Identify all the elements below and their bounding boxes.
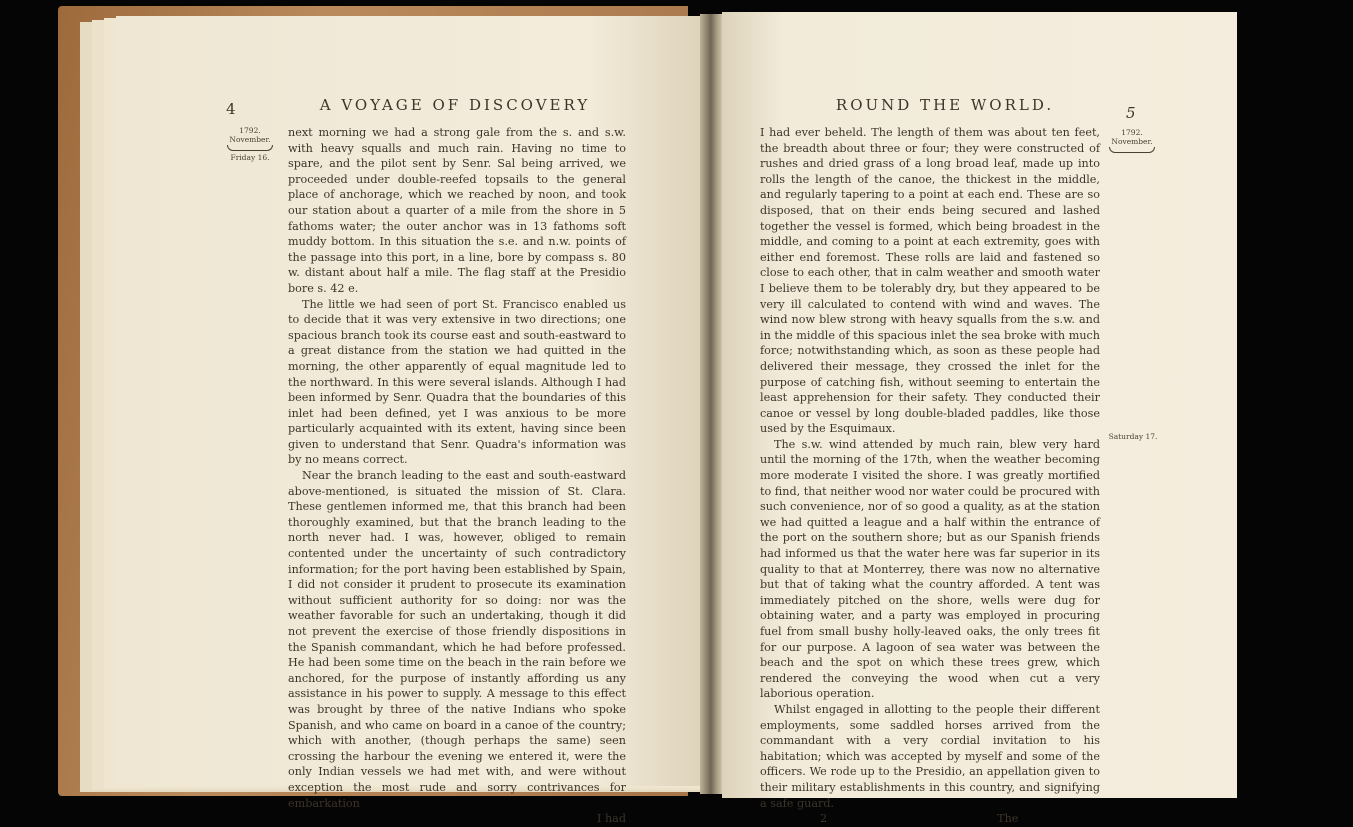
margin-brace bbox=[1109, 147, 1155, 153]
margin-year: 1792. bbox=[239, 126, 261, 135]
margin-month: November. bbox=[229, 135, 271, 144]
paragraph: The little we had seen of port St. Francisco enabled us to decide that it was very extensive in two directions; one spacious branch took its course east and south-eastward to a great distance from the station we had quitted in the morning, the other apparently of equal magnitude led to the northward. In this were several islands. Although I had been informed by Senr. Quadra that the boundaries of this inlet had been defined, yet I was anxious to be more particularly acquainted with its extent, having since been given to understand that Senr. Quadra's information was by no means correct. bbox=[288, 297, 626, 467]
signature-mark: 2 bbox=[820, 812, 828, 826]
margin-year: 1792. bbox=[1121, 128, 1143, 137]
margin-month: November. bbox=[1111, 137, 1153, 146]
right-body-text bbox=[760, 125, 1100, 827]
right-page-number: 5 bbox=[1126, 104, 1136, 122]
left-margin-date bbox=[222, 126, 278, 162]
left-body-text bbox=[288, 125, 626, 827]
left-running-head: A VOYAGE OF DISCOVERY bbox=[319, 96, 591, 114]
catchword: The bbox=[997, 812, 1019, 826]
catchword: I had bbox=[596, 812, 626, 826]
margin-brace bbox=[227, 145, 273, 151]
paragraph: I had ever beheld. The length of them was about ten feet, the breadth about three or four; they were constructed of rushes and dried grass of a long broad leaf, made up into rolls the length of the canoe, the thickest in the middle, and regularly tapering to a point at each end. These are so disposed, that on their ends being secured and lashed together the vessel is formed, which being broadest in the middle, and coming to a point at each extremity, goes with either end foremost. These rolls are laid and fastened so close to each other, that in calm weather and smooth water I believe them to be tolerably dry, but they appeared to be very ill calculated to contend with wind and waves. The wind now blew strong with heavy squalls from the s.w. and in the middle of this spacious inlet the sea broke with much force; notwithstanding which, as soon as these people had delivered their message, they crossed the inlet for the purpose of catching fish, without seeming to entertain the least apprehension for their safety. They conducted their canoe or vessel by long double-bladed paddles, like those used by the Esquimaux. bbox=[760, 126, 1100, 436]
right-margin-day: Saturday 17. bbox=[1108, 432, 1158, 441]
paragraph: Whilst engaged in allotting to the people their different employments, some saddled horses arrived from the commandant with a very cordial invitation to his habitation; which was accepted by myself and some of the officers. We rode up to the Presidio, an appellation given to their military establishments in this country, and signifying a safe guard. bbox=[760, 702, 1100, 810]
right-running-head: ROUND THE WORLD. bbox=[835, 96, 1055, 114]
left-page-number: 4 bbox=[226, 100, 236, 118]
paragraph: Near the branch leading to the east and south-eastward above-mentioned, is situated the mission of St. Clara. These gentlemen informed me, that this branch had been thoroughly examined, but that the branch leading to the north never had. I was, however, obliged to remain contented under the uncertainty of such contradictory information; for the port having been established by Spain, I did not consider it prudent to prosecute its examination without sufficient authority for so doing: nor was the weather favorable for such an undertaking, though it did not prevent the exercise of those friendly dispositions in the Spanish commandant, which he had before professed. He had been some time on the beach in the rain before we anchored, for the purpose of instantly affording us any assistance in his power to supply. A message to this effect was brought by three of the native Indians who spoke Spanish, and who came on board in a canoe of the country; which with another, (though perhaps the same) seen crossing the harbour the evening we entered it, were the only Indian vessels we had met with, and were without exception the most rude and sorry contrivances for embarkation bbox=[288, 469, 626, 810]
paragraph: The s.w. wind attended by much rain, blew very hard until the morning of the 17th, when the weather becoming more moderate I visited the shore. I was greatly mortified to find, that neither wood nor water could be procured with such convenience, nor of so good a quality, as at the station we had quitted a league and a half within the entrance of the port on the southern shore; but as our Spanish friends had informed us that the water here was far superior in its quality to that at Monterrey, there was now no alternative but that of taking what the country afforded. A tent was immediately pitched on the shore, wells were dug for obtaining water, and a party was employed in procuring fuel from small bushy holly-leaved oaks, the only trees fit for our purpose. A lagoon of sea water was between the beach and the spot on which these trees grew, which rendered the conveying the wood when cut a very laborious operation. bbox=[760, 437, 1100, 701]
paragraph: next morning we had a strong gale from the s. and s.w. with heavy squalls and much rain. Having no time to spare, and the pilot sent by Senr. Sal being arrived, we proceeded under double-reefed topsails to the general place of anchorage, which we reached by noon, and took our station about a quarter of a mile from the shore in 5 fathoms water; the outer anchor was in 13 fathoms soft muddy bottom. In this situation the s.e. and n.w. points of the passage into this port, in a line, bore by compass s. 80 w. distant about half a mile. The flag staff at the Presidio bore s. 42 e. bbox=[288, 126, 626, 295]
margin-day: Friday 16. bbox=[230, 153, 270, 162]
right-margin-date bbox=[1106, 128, 1158, 153]
page-footer bbox=[760, 811, 1100, 827]
book-gutter bbox=[700, 14, 724, 794]
